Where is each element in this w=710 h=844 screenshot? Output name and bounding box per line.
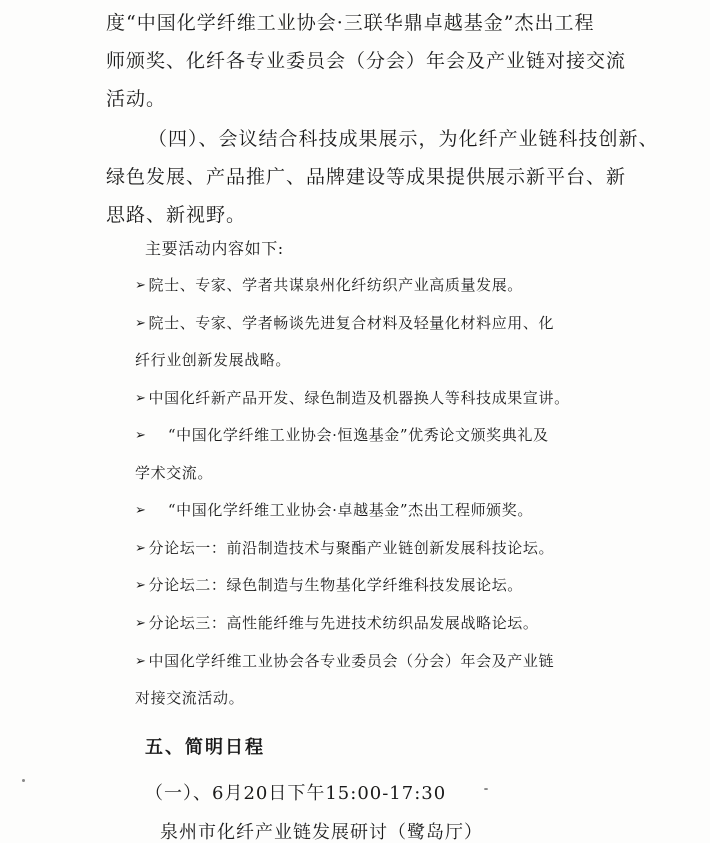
activity-item-4-continued: 学术交流。 xyxy=(135,464,214,482)
paragraph-four-line-2: 绿色发展、产品推广、品牌建设等成果提供展示新平台、新 xyxy=(106,166,627,188)
activity-item-4-text: “中国化学纤维工业协会·恒逸基金”优秀论文颁奖典礼及 xyxy=(162,426,549,444)
bullet-arrow-icon: ➢ xyxy=(135,428,147,443)
activity-item-2-text: 院士、专家、学者畅谈先进复合材料及轻量化材料应用、化 xyxy=(148,314,555,332)
activity-item-3 xyxy=(135,387,570,408)
paragraph-top-line-1: 度“中国化学纤维工业协会·三联华鼎卓越基金”杰出工程 xyxy=(106,12,595,34)
activity-item-8 xyxy=(135,612,539,633)
activity-item-9 xyxy=(135,650,554,671)
section-five-heading: 五、简明日程 xyxy=(145,737,265,758)
activity-item-2 xyxy=(135,312,554,333)
activity-item-5 xyxy=(135,499,533,520)
paragraph-top-line-3: 活动。 xyxy=(106,88,167,110)
bullet-arrow-icon: ➢ xyxy=(135,541,147,556)
activity-item-4 xyxy=(135,424,549,445)
activity-item-3-text: 中国化纤新产品开发、绿色制造及机器换人等科技成果宣讲。 xyxy=(148,389,570,407)
activity-item-6-text: 分论坛一：前沿制造技术与聚酯产业链创新发展科技论坛。 xyxy=(148,539,555,557)
activity-item-7-text: 分论坛二：绿色制造与生物基化学纤维科技发展论坛。 xyxy=(148,576,523,594)
activity-item-2-continued: 纤行业创新发展战略。 xyxy=(135,351,292,369)
scan-speck xyxy=(22,779,25,782)
bullet-arrow-icon: ➢ xyxy=(135,316,147,331)
activity-item-6 xyxy=(135,537,554,558)
bullet-arrow-icon: ➢ xyxy=(135,391,147,406)
activity-item-9-continued: 对接交流活动。 xyxy=(135,689,245,707)
scan-speck xyxy=(484,788,488,790)
paragraph-four-line-3: 思路、新视野。 xyxy=(106,204,247,226)
activities-intro: 主要活动内容如下: xyxy=(145,239,284,258)
activity-item-1 xyxy=(135,274,523,295)
paragraph-top-line-2: 师颁奖、化纤各专业委员会（分会）年会及产业链对接交流 xyxy=(106,50,627,72)
bullet-arrow-icon: ➢ xyxy=(135,654,147,669)
bullet-arrow-icon: ➢ xyxy=(135,578,147,593)
bullet-arrow-icon: ➢ xyxy=(135,278,147,293)
activity-item-1-text: 院士、专家、学者共谋泉州化纤纺织产业高质量发展。 xyxy=(148,276,523,294)
bullet-arrow-icon: ➢ xyxy=(135,503,147,518)
activity-item-5-text: “中国化学纤维工业协会·卓越基金”杰出工程师颁奖。 xyxy=(162,501,533,519)
schedule-item-1-event: 泉州市化纤产业链发展研讨（鹭岛厅） xyxy=(160,822,483,843)
paragraph-four-line-1: （四）、会议结合科技成果展示，为化纤产业链科技创新、 xyxy=(148,128,659,150)
activity-item-9-text: 中国化学纤维工业协会各专业委员会（分会）年会及产业链 xyxy=(148,652,555,670)
schedule-item-1-time: （一）、6月20日下午15:00-17:30 xyxy=(145,783,447,804)
bullet-arrow-icon: ➢ xyxy=(135,616,147,631)
activity-item-7 xyxy=(135,574,523,595)
activity-item-8-text: 分论坛三：高性能纤维与先进技术纺织品发展战略论坛。 xyxy=(148,614,539,632)
